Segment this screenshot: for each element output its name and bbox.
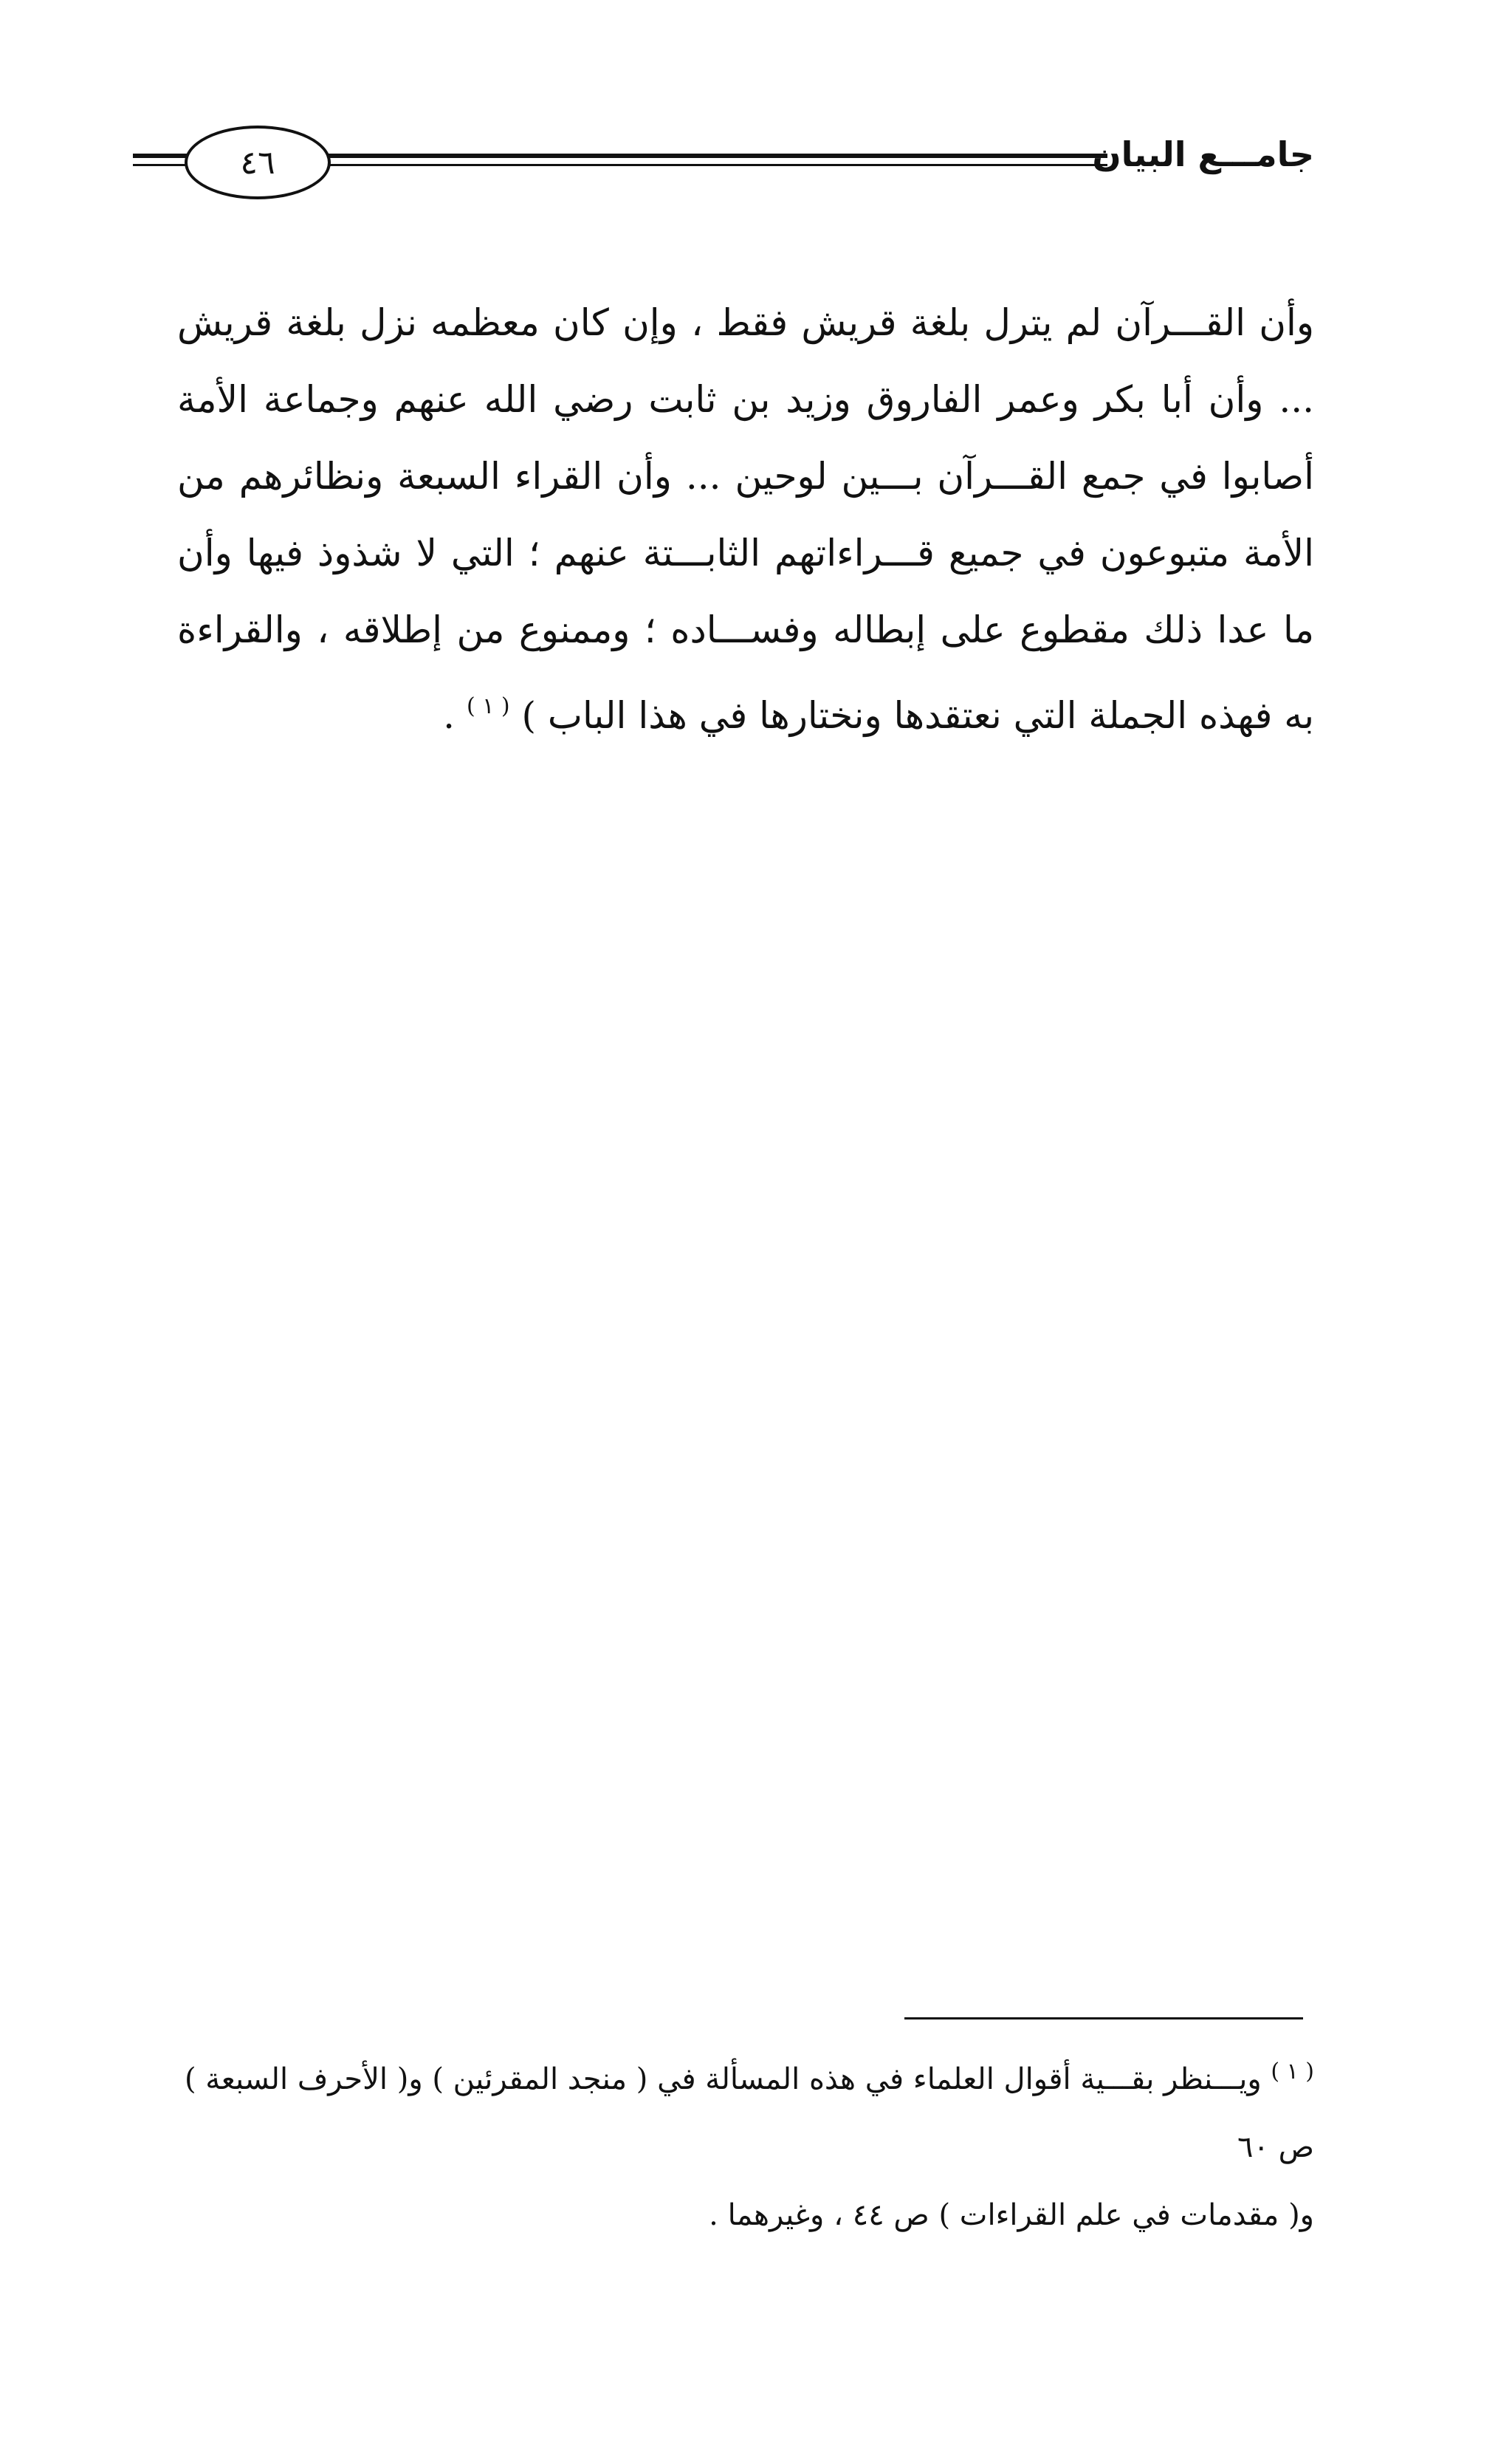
footnote: [177, 2038, 1314, 2249]
paragraph-ending: .: [443, 694, 456, 737]
running-title: جامـــع البيان: [1092, 134, 1314, 174]
footnote-marker: ( ١ ): [1271, 2059, 1314, 2084]
page-number: ٤٦: [185, 126, 331, 199]
main-paragraph: [177, 284, 1314, 754]
footnote-line-1: [177, 2038, 1314, 2181]
footnote-line-2: و( مقدمات في علم القراءات ) ص ٤٤ ، وغيرهما .: [709, 2198, 1314, 2232]
footnote-text-1: ويـــنظر بقـــية أقوال العلماء في هذه المسألة في ( منجد المقرئين ) و( الأحرف السبعة ) ص ٦٠: [184, 2062, 1314, 2164]
page-header: [133, 118, 1314, 199]
footnote-divider: [904, 2017, 1303, 2019]
paragraph-text: وأن القـــرآن لم يترل بلغة قريش فقط ، وإن كان معظمه نزل بلغة قريش ... وأن أبا بكر وعمر الفاروق وزيد بن ثابت رضي الله عنهم وجماعة الأمة أصابوا في جمع القـــرآن بـــين لوحين ... وأن القراء السبعة ونظائرهم من الأمة متبوعون في جميع قـــراءاتهم الثابـــتة عنهم ؛ التي لا شذوذ فيها وأن ما عدا ذلك مقطوع على إبطاله وفســـاده ؛ وممنوع من إطلاقه ، والقراءة به فهذه الجملة التي نعتقدها ونختارها في هذا الباب ): [177, 301, 1314, 737]
main-text: [177, 284, 1314, 754]
footnote-reference: ( ١ ): [466, 693, 510, 719]
